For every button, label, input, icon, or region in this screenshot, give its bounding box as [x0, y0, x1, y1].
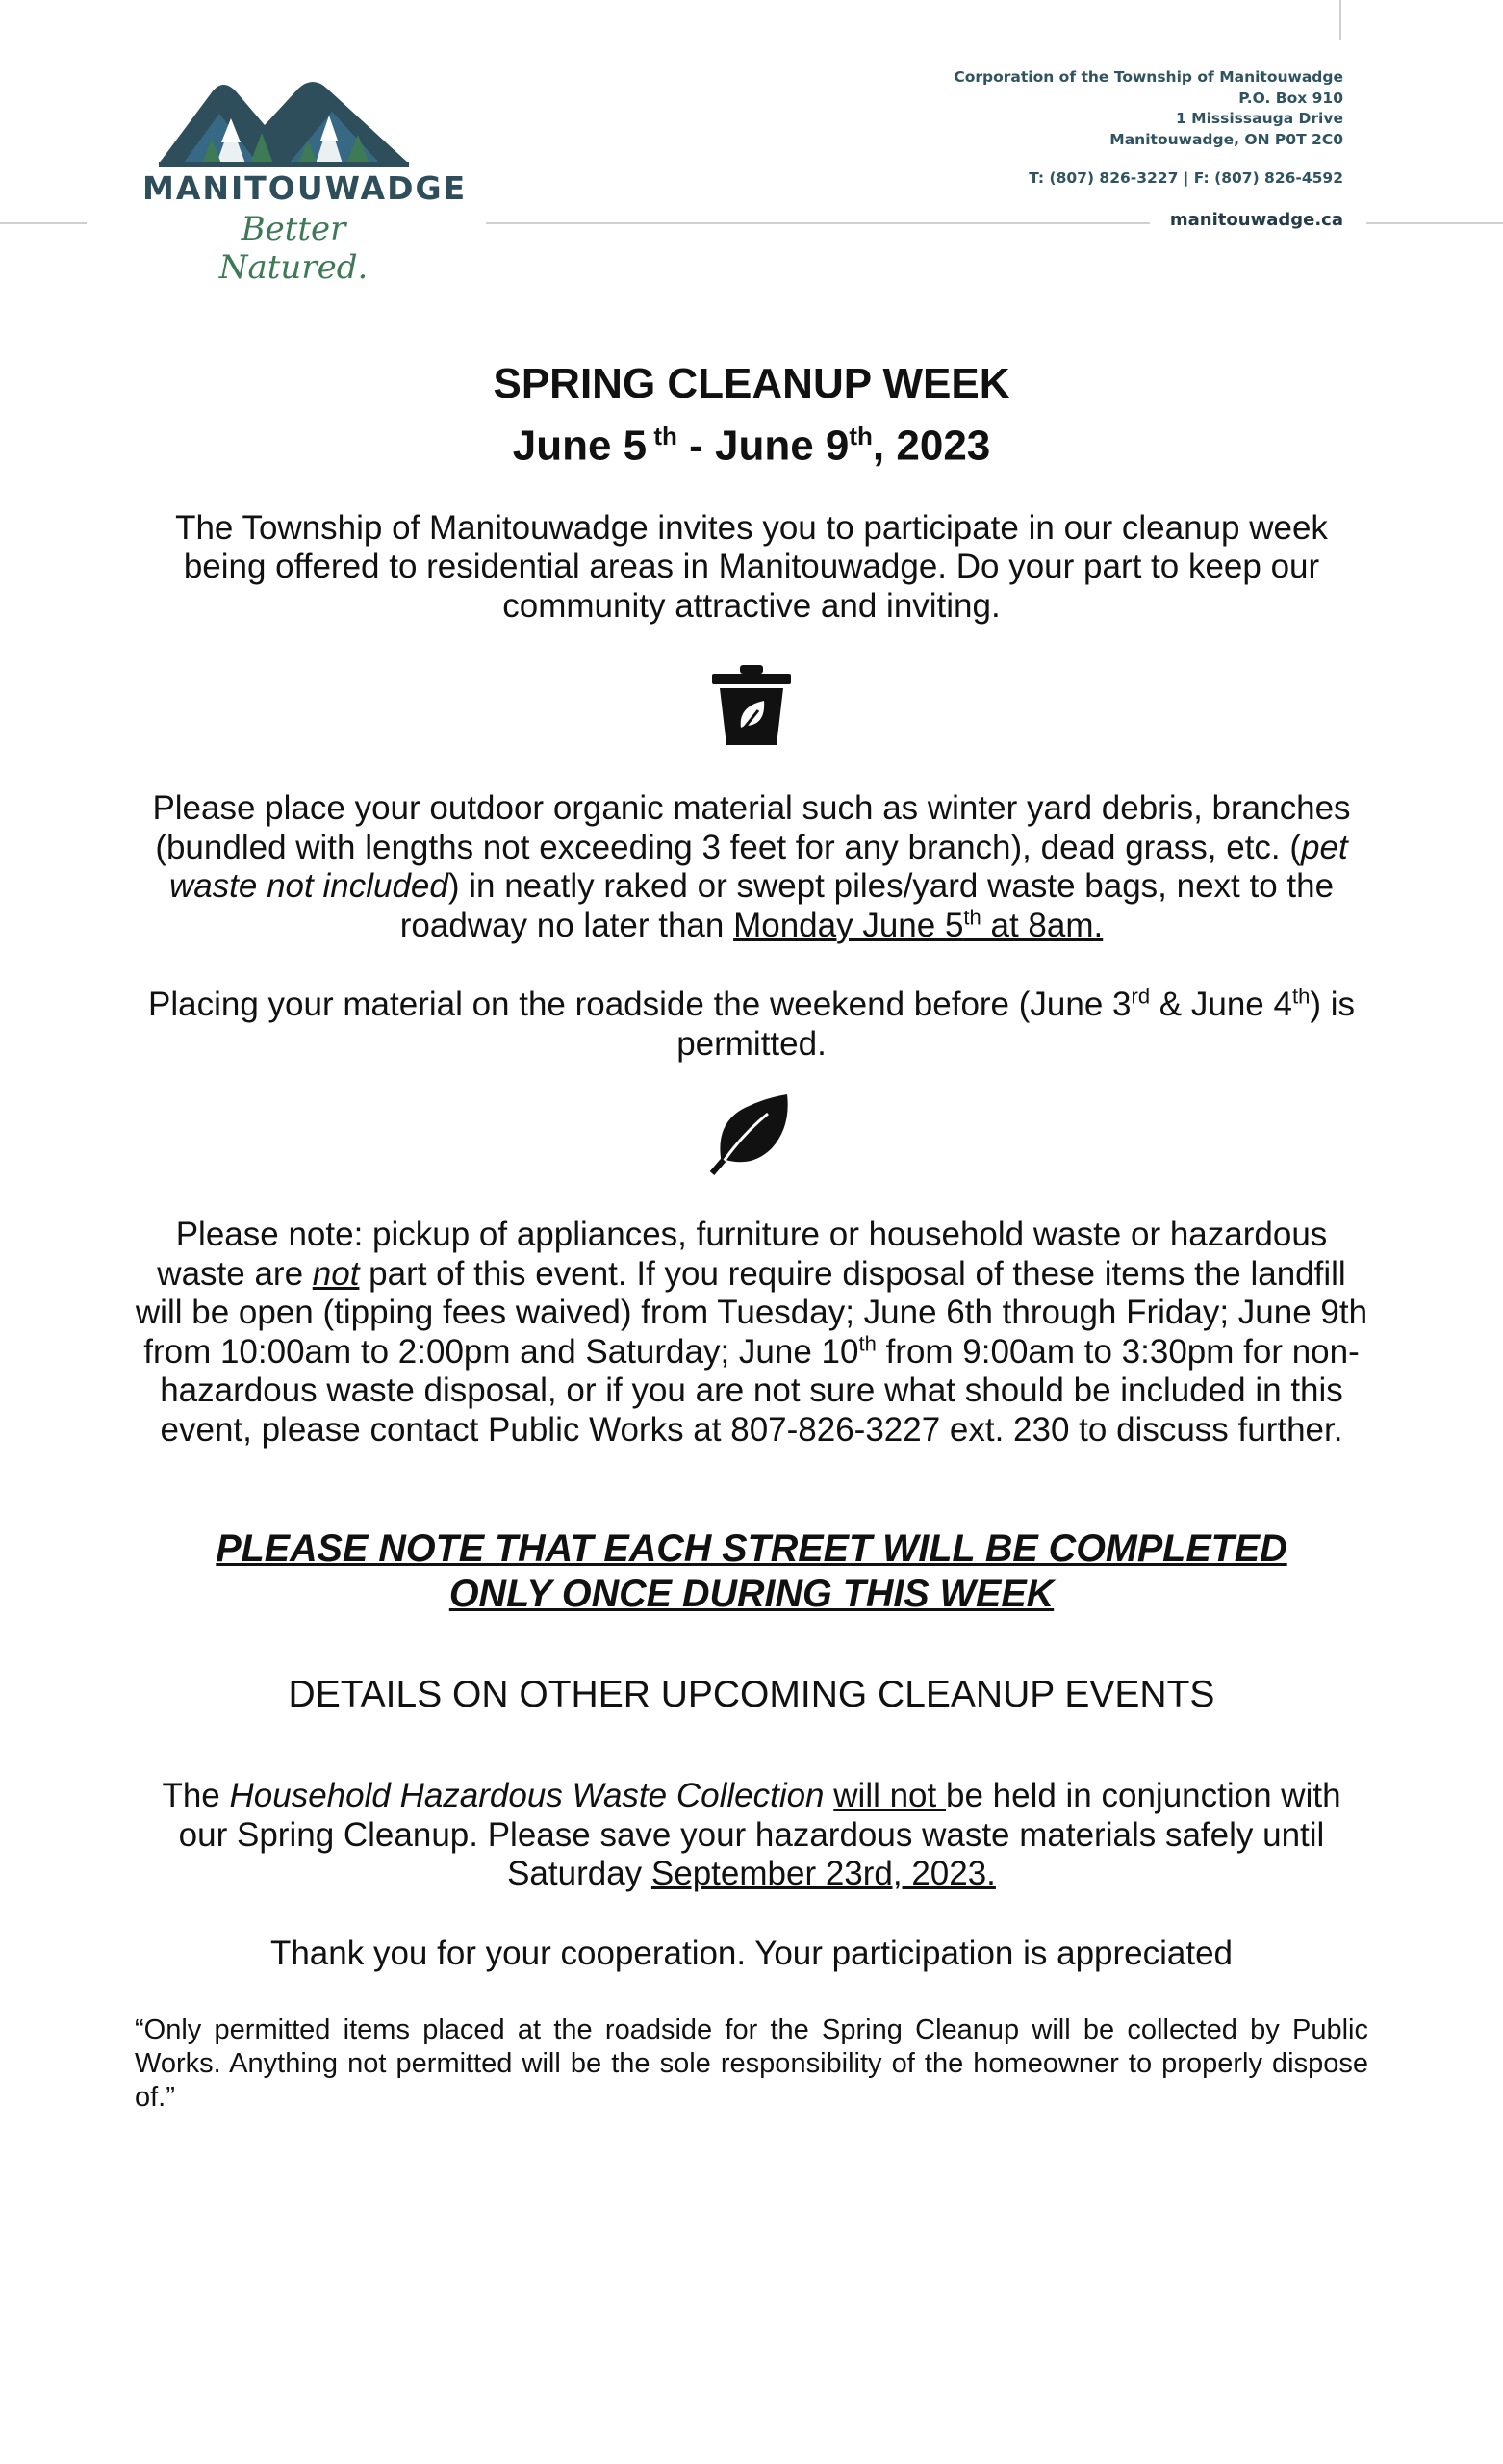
street-notice [135, 1527, 1368, 1617]
website-link[interactable]: manitouwadge.ca [1169, 209, 1343, 230]
header-rule-right [1366, 222, 1503, 224]
contact-block [954, 67, 1343, 230]
organic-material-paragraph: Please place your outdoor organic material such as winter yard debris, branches (bundled with lengths not exceeding 3 feet for any branch), dead grass, etc. (pet waste not included) in neatly raked or swept piles/yard waste bags, next to the roadway no later than Monday June 5th at 8am. [152, 789, 1351, 944]
note-paragraph: Please note: pickup of appliances, furniture or household waste or hazardous waste are not part of this event. If you require disposal of these items the landfill will be open (tipping fees waived) from Tuesday; June 6th through Friday; June 9th from 10:00am to 2:00pm and Saturday; June 10th from 9:00am to 3:30pm for non-hazardous waste disposal, or if you are not sure what should be included in this event, please contact Public Works at 807-826-3227 ext. 230 to discuss further. [135, 1216, 1368, 1449]
title-line-2: June 5 $^{th}$ - June 9th, 2023 [512, 422, 991, 470]
compost-bin-icon [708, 662, 795, 749]
township-logo [135, 75, 468, 287]
weekend-paragraph: Placing your material on the roadside the weekend before (June 3rd & June 4th) is permitted. [148, 984, 1355, 1063]
header-rule-left [0, 222, 87, 224]
phone-fax: T: (807) 826-3227 | F: (807) 826-4592 [1029, 169, 1343, 187]
contact-line: P.O. Box 910 [1238, 89, 1343, 107]
intro-paragraph: The Township of Manitouwadge invites you to participate in our cleanup week being offered to residential areas in Manitouwadge. Do your part to keep our community attractive and inviting. [175, 508, 1328, 625]
mountain-logo-icon [144, 75, 423, 171]
logo-wordmark: MANITOUWADGE [142, 169, 468, 207]
header-vertical-rule [1339, 0, 1341, 40]
thanks-paragraph: Thank you for your cooperation. Your participation is appreciated [269, 1934, 1234, 1972]
contact-line: Corporation of the Township of Manitouwadge [954, 68, 1343, 86]
page-title [135, 358, 1368, 473]
deadline-text: Monday June 5th at 8am. [733, 905, 1104, 944]
contact-line: Manitouwadge, ON P0T 2C0 [1109, 130, 1343, 148]
notice-body [135, 358, 1368, 2115]
contact-line: 1 Mississauga Drive [1175, 110, 1343, 127]
disclaimer-paragraph: “Only permitted items placed at the roadside for the Spring Cleanup will be collected by Public Works. Anything not permitted will be the sole responsibility of the homeowner to properly dispose of.” [135, 2015, 1368, 2114]
street-notice-line-1: PLEASE NOTE THAT EACH STREET WILL BE COMPLETED [216, 1527, 1287, 1571]
hazardous-waste-paragraph: The Household Hazardous Waste Collection will not be held in conjunction with our Spring Cleanup. Please save your hazardous waste materials safely until Saturday September 23rd, 2023. [162, 1777, 1341, 1893]
other-events-heading: DETAILS ON OTHER UPCOMING CLEANUP EVENTS [288, 1674, 1215, 1716]
title-line-1: SPRING CLEANUP WEEK [493, 360, 1010, 407]
logo-tagline: Better Natured. [218, 210, 369, 287]
leaf-icon [708, 1089, 795, 1175]
street-notice-line-2: ONLY ONCE DURING THIS WEEK [448, 1573, 1055, 1616]
